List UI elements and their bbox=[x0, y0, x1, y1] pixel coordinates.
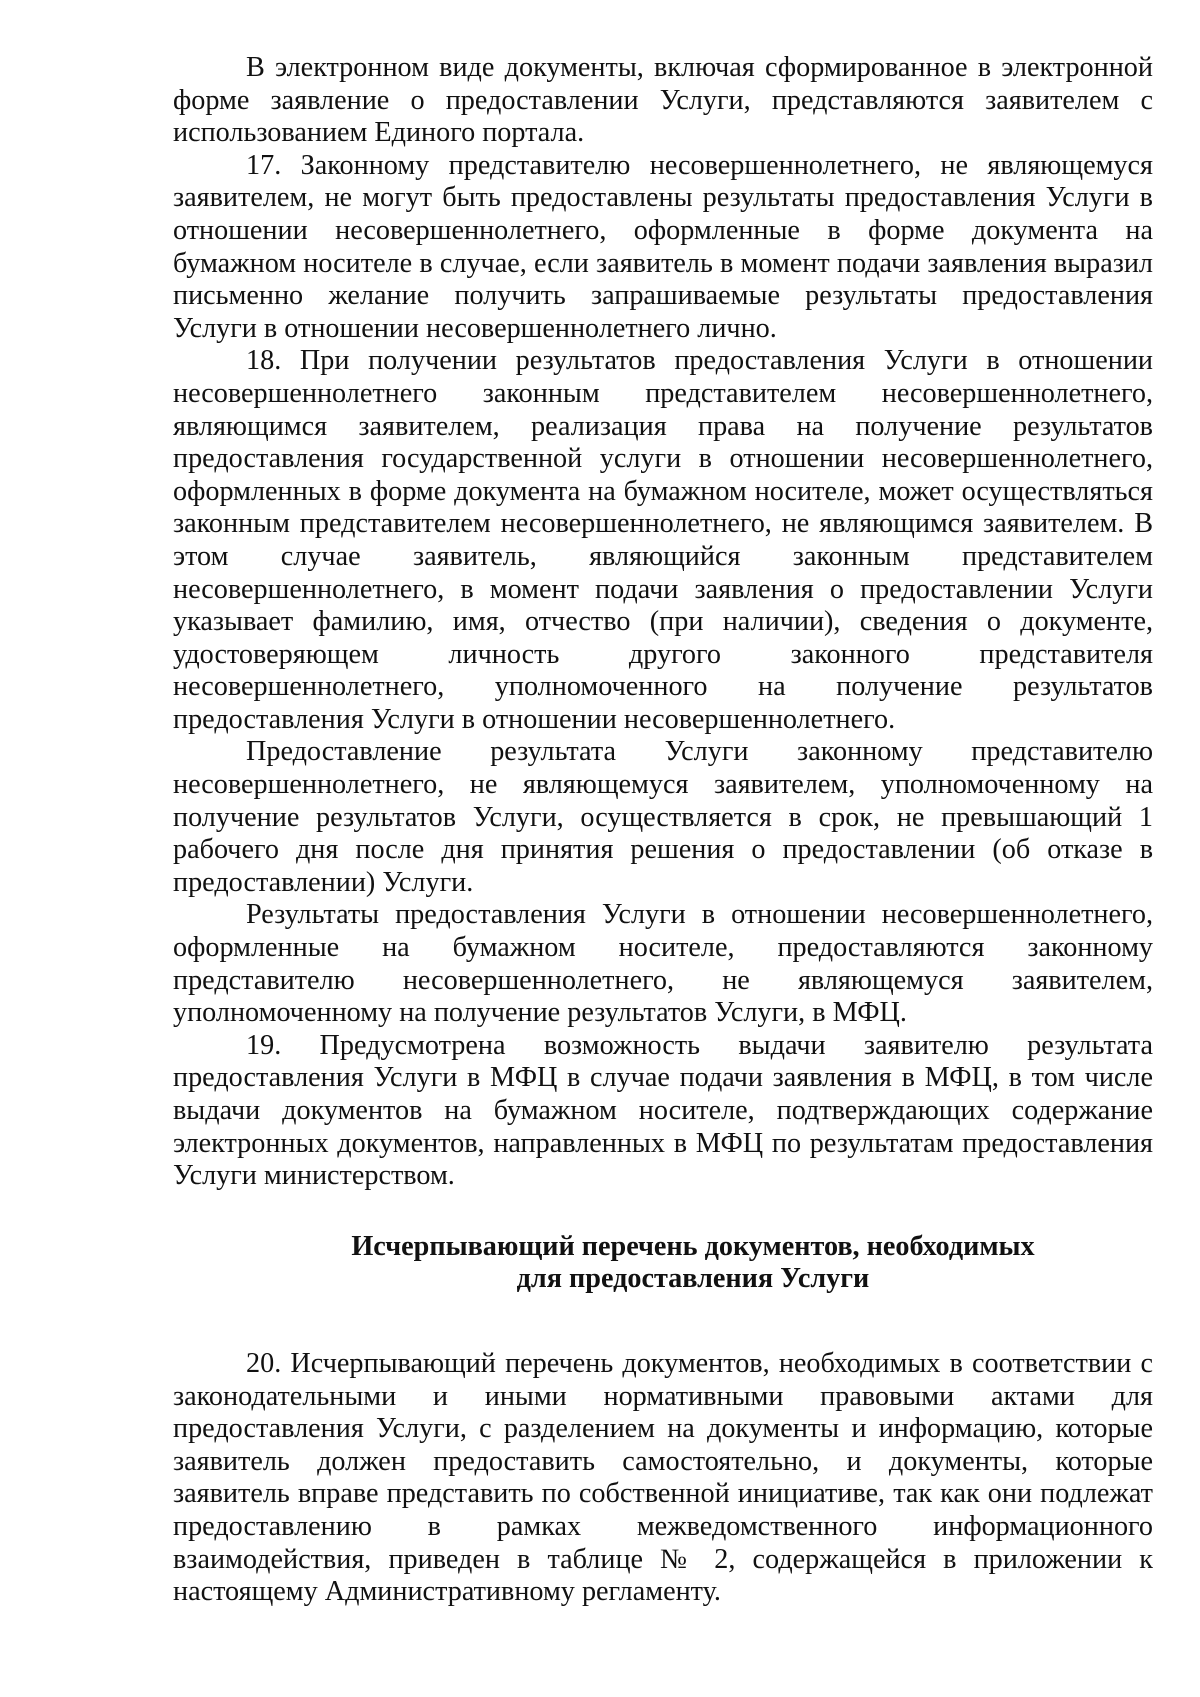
paragraph-17: 17. Законному представителю несовершеннолетнего, не являющемуся заявителем, не могут быть предоставлены результаты предоставления Услуги в отношении несовершеннолетнего, оформленные в форме документа на бумажном носителе в случае, если заявитель в момент подачи заявления выразил письменно желание получить запрашиваемые результаты предоставления Услуги в отношении несовершеннолетнего лично. bbox=[173, 149, 1153, 344]
paragraph-result-paper: Результаты предоставления Услуги в отношении несовершеннолетнего, оформленные на бумажном носителе, предоставляются законному представителю несовершеннолетнего, не являющемуся заявителем, уполномоченному на получение результатов Услуги, в МФЦ. bbox=[173, 899, 1153, 1029]
paragraph-20: 20. Исчерпывающий перечень документов, необходимых в соответствии с законодательными и иными нормативными правовыми актами для предоставления Услуги, с разделением на документы и информацию, которые заявитель должен предоставить самостоятельно, и документы, которые заявитель вправе представить по собственной инициативе, так как они подлежат предоставлению в рамках межведомственного информационного взаимодействия, приведен в таблице № 2, содержащейся в приложении к настоящему Административному регламенту. bbox=[173, 1347, 1153, 1608]
section-heading-line-1: Исчерпывающий перечень документов, необходимых bbox=[351, 1230, 1035, 1262]
paragraph-18: 18. При получении результатов предоставления Услуги в отношении несовершеннолетнего законным представителем несовершеннолетнего, являющимся заявителем, реализация права на получение результатов предоставления государственной услуги в отношении несовершеннолетнего, оформленных в форме документа на бумажном носителе, может осуществляться законным представителем несовершеннолетнего, не являющимся заявителем. В этом случае заявитель, являющийся законным представителем несовершеннолетнего, в момент подачи заявления о предоставлении Услуги указывает фамилию, имя, отчество (при наличии), сведения о документе, удостоверяющем личность другого законного представителя несовершеннолетнего, уполномоченного на получение результатов предоставления Услуги в отношении несовершеннолетнего. bbox=[173, 345, 1153, 735]
paragraph-electronic-documents: В электронном виде документы, включая сформированное в электронной форме заявление о предоставлении Услуги, представляются заявителем с использованием Единого портала. bbox=[173, 52, 1153, 149]
paragraph-result-term: Предоставление результата Услуги законному представителю несовершеннолетнего, не являющемуся заявителем, уполномоченному на получение результатов Услуги, осуществляется в срок, не превышающий 1 рабочего дня после дня принятия решения о предоставлении (об отказе в предоставлении) Услуги. bbox=[173, 736, 1153, 898]
paragraph-19: 19. Предусмотрена возможность выдачи заявителю результата предоставления Услуги в МФЦ в случае подачи заявления в МФЦ, в том числе выдачи документов на бумажном носителе, подтверждающих содержание электронных документов, направленных в МФЦ по результатам предоставления Услуги министерством. bbox=[173, 1029, 1153, 1192]
document-page bbox=[173, 52, 1153, 1609]
section-heading-line-2: для предоставления Услуги bbox=[516, 1263, 870, 1295]
section-heading bbox=[173, 1231, 1153, 1296]
